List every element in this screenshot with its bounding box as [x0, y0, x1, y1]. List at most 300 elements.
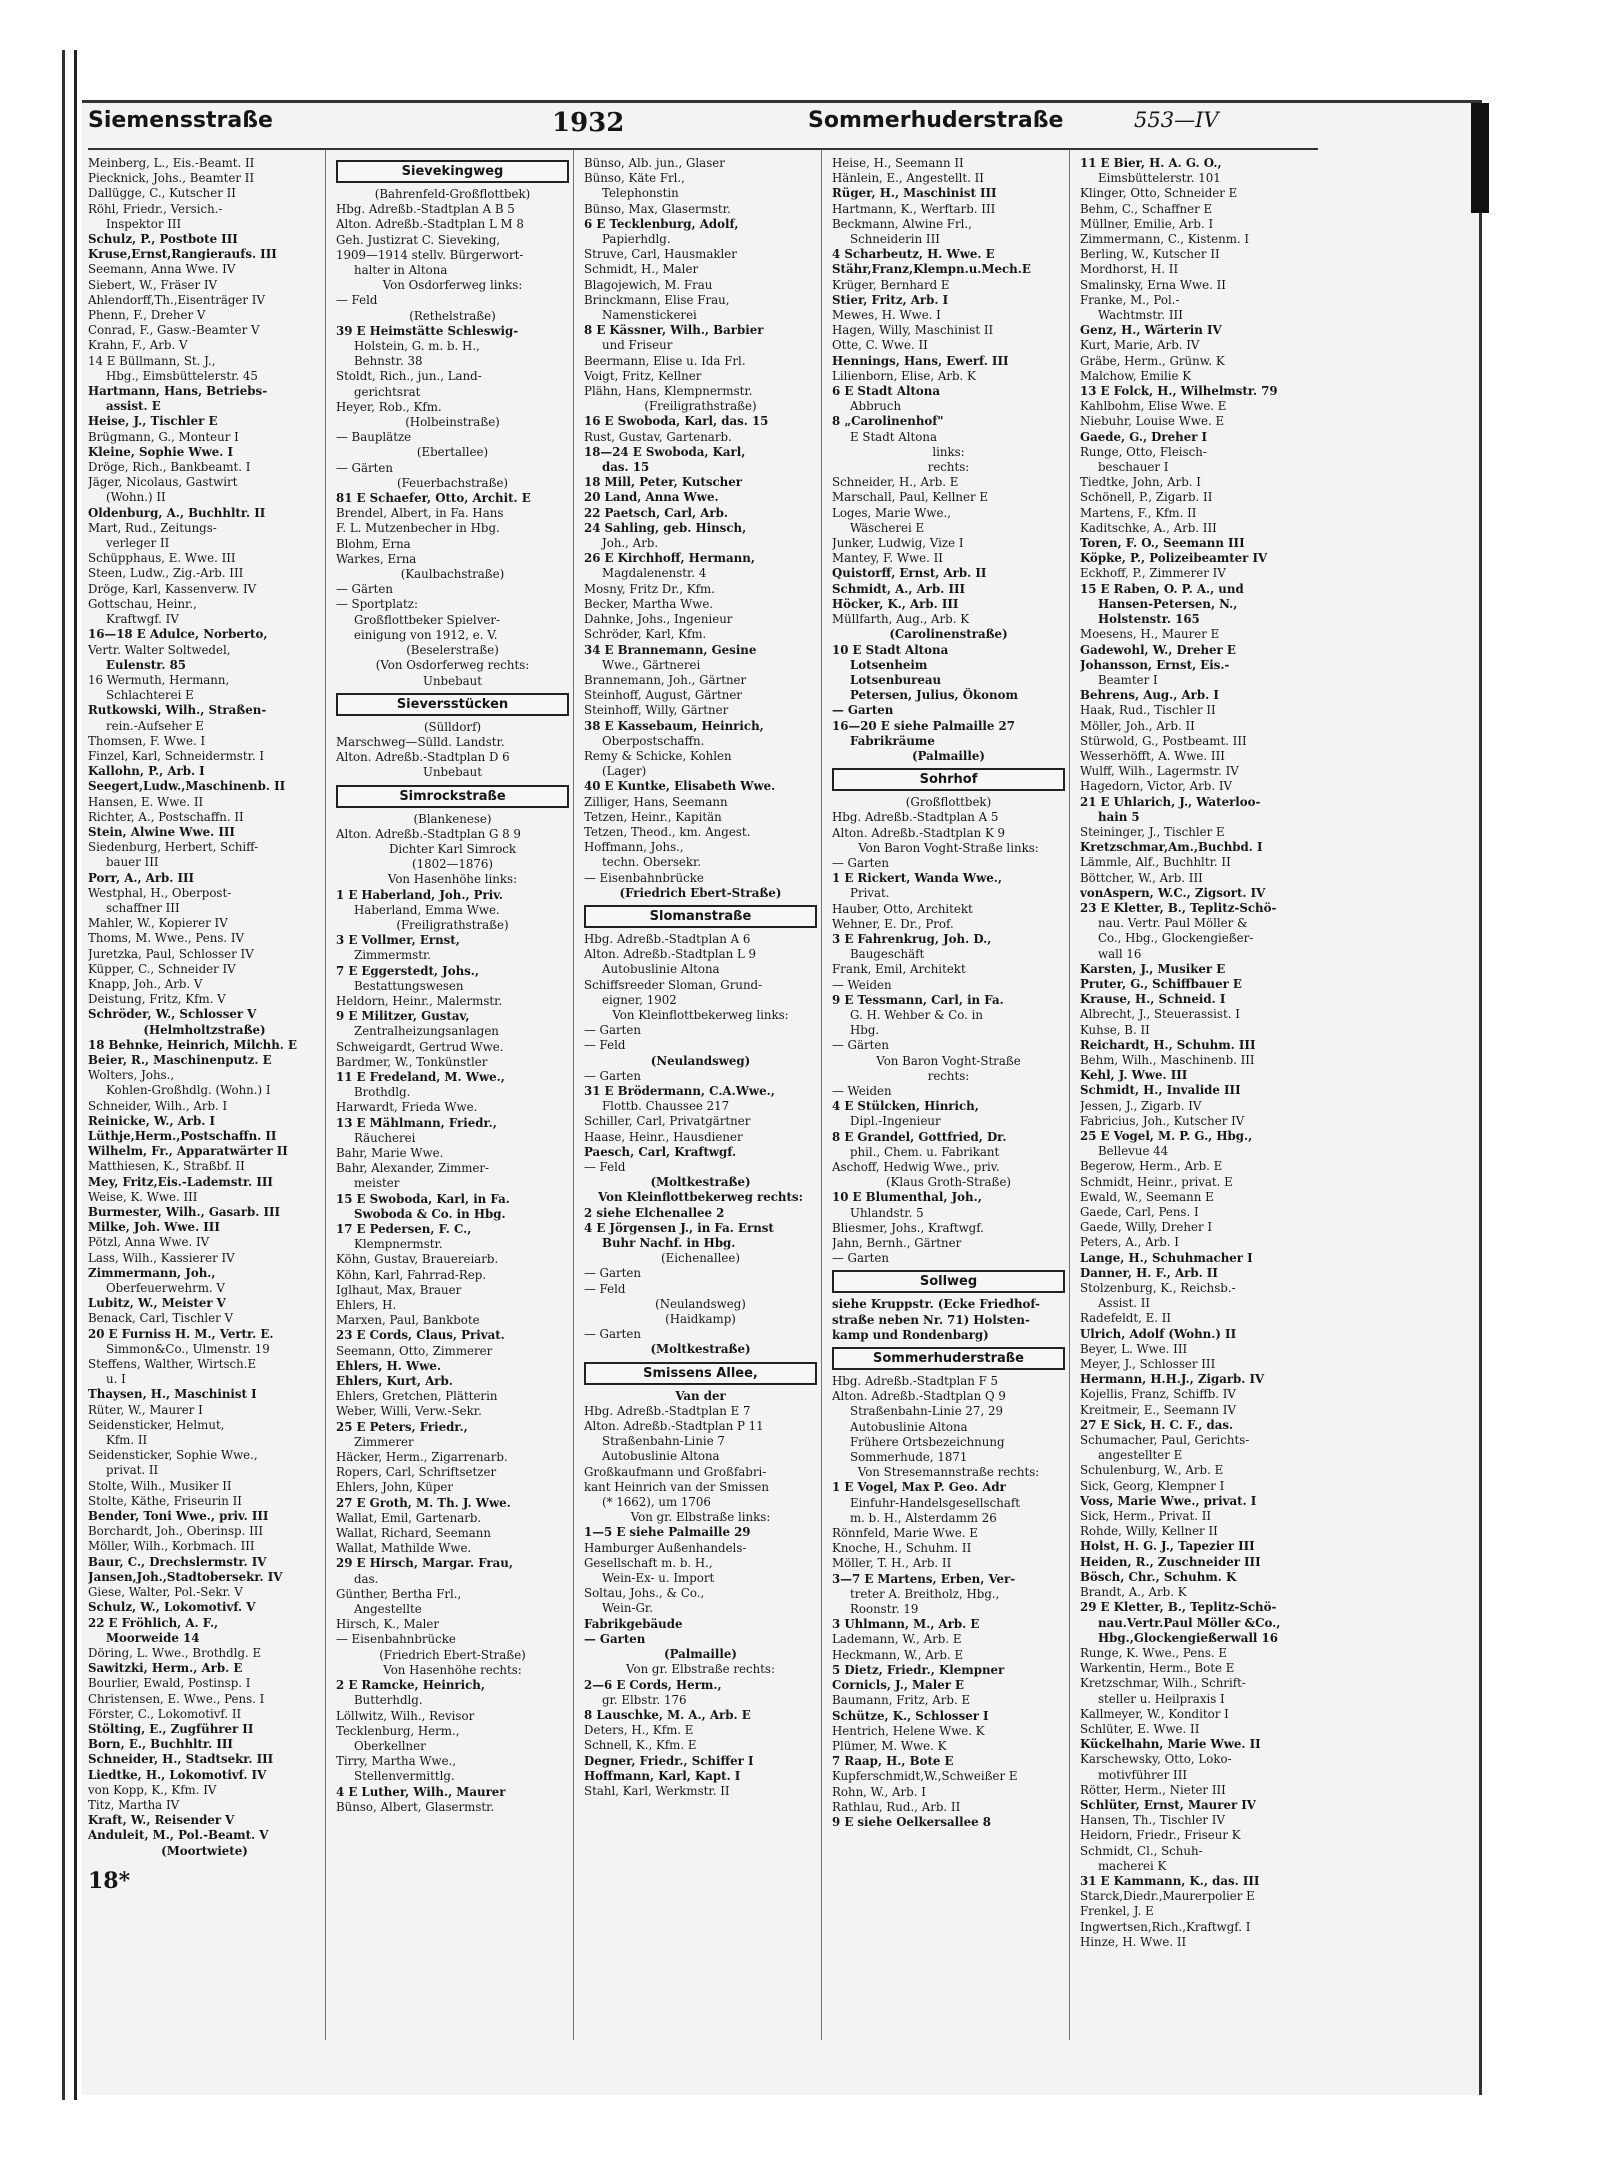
directory-entry: Kfm. II [106, 1433, 148, 1448]
directory-entry: Baugeschäft [850, 947, 925, 962]
directory-entry: Kuhse, B. II [1080, 1022, 1150, 1037]
directory-entry: Christensen, E. Wwe., Pens. I [88, 1691, 265, 1706]
directory-entry: Hbg. Adreßb.-Stadtplan E 7 [584, 1403, 751, 1418]
directory-entry: Möller, Joh., Arb. II [1080, 718, 1195, 733]
directory-entry: Jansen,Joh.,Stadtobersekr. IV [88, 1569, 283, 1584]
directory-entry: Brinckmann, Elise Frau, [584, 292, 730, 307]
directory-entry: Paesch, Carl, Kraftwgf. [584, 1144, 737, 1159]
directory-entry: (Feuerbachstraße) [396, 475, 509, 490]
directory-entry: Köpke, P., Polizeibeamter IV [1080, 551, 1268, 566]
directory-entry: 31 E Brödermann, C.A.Wwe., [584, 1083, 775, 1098]
directory-entry: Oldenburg, A., Buchhltr. II [88, 505, 266, 520]
directory-entry: m. b. H., Alsterdamm 26 [850, 1510, 997, 1525]
directory-entry: rechts: [927, 1068, 970, 1083]
directory-entry: 25 E Vogel, M. P. G., Hbg., [1080, 1129, 1253, 1143]
directory-entry: Schmidt, Cl., Schuh- [1080, 1843, 1203, 1858]
directory-entry: Seegert,Ludw.,Maschinenb. II [88, 779, 286, 794]
directory-entry: Von Stresemannstraße rechts: [857, 1465, 1040, 1480]
directory-entry: Ehlers, H. [336, 1298, 397, 1313]
directory-entry: Autobuslinie Altona [850, 1419, 968, 1434]
directory-entry: 9 E siehe Oelkersallee 8 [832, 1814, 991, 1829]
directory-entry: Rüger, H., Maschinist III [832, 186, 997, 201]
directory-entry: Alton. Adreßb.-Stadtplan L 9 [584, 947, 757, 962]
directory-entry: Ewald, W., Seemann E [1080, 1189, 1214, 1204]
directory-entry: Malchow, Emilie K [1080, 368, 1192, 383]
directory-entry: phil., Chem. u. Fabrikant [850, 1144, 1000, 1159]
street-heading: Simrockstraße [336, 785, 569, 808]
directory-entry: Stähr,Franz,Klempn.u.Mech.E [832, 262, 1031, 277]
directory-entry: Schweigardt, Gertrud Wwe. [336, 1039, 504, 1054]
directory-entry: Marschall, Paul, Kellner E [832, 490, 989, 505]
directory-entry: 26 E Kirchhoff, Hermann, [584, 551, 755, 566]
directory-entry: Fabricius, Joh., Kutscher IV [1080, 1113, 1245, 1128]
directory-entry: Schütze, K., Schlosser I [832, 1708, 989, 1723]
directory-entry: Hbg. [850, 1023, 880, 1038]
directory-entry: Matthiesen, K., Straßbf. II [88, 1159, 245, 1174]
directory-entry: Cornicls, J., Maler E [832, 1678, 965, 1693]
directory-entry: Klempnermstr. [354, 1237, 443, 1252]
directory-entry: Wolters, Johs., [88, 1068, 175, 1083]
directory-entry: 20 E Furniss H. M., Vertr. E. [88, 1326, 274, 1341]
directory-entry: Zimmermstr. [354, 948, 432, 963]
directory-entry: Einfuhr-Handelsgesellschaft [850, 1495, 1020, 1510]
directory-entry: Lademann, W., Arb. E [832, 1632, 962, 1647]
directory-entry: Schlüter, Ernst, Maurer IV [1080, 1797, 1256, 1812]
directory-entry: Köhn, Karl, Fahrrad-Rep. [336, 1267, 487, 1282]
directory-entry: E Stadt Altona [850, 429, 938, 444]
directory-entry: Wallat, Richard, Seemann [336, 1526, 491, 1541]
directory-entry: Rohde, Willy, Kellner II [1080, 1524, 1218, 1539]
directory-entry: Bender, Toni Wwe., priv. III [88, 1509, 269, 1524]
directory-entry: Wallat, Mathilde Wwe. [336, 1541, 472, 1556]
directory-entry: 14 E Büllmann, St. J., [88, 353, 216, 368]
directory-entry: 18 Mill, Peter, Kutscher [584, 475, 742, 490]
directory-entry: links: [932, 444, 965, 459]
directory-entry: Co., Hbg., Glockengießer- [1098, 931, 1254, 946]
directory-entry: Frenkel, J. E [1080, 1904, 1154, 1919]
previous-page-edge [0, 50, 77, 2100]
directory-entry: Seemann, Otto, Zimmerer [336, 1343, 493, 1358]
directory-entry: Otte, C. Wwe. II [832, 338, 928, 353]
directory-entry: treter A. Breitholz, Hbg., [850, 1586, 1000, 1601]
directory-entry: Westphal, H., Oberpost- [88, 885, 232, 900]
directory-entry: Bardmer, W., Tonkünstler [336, 1054, 488, 1069]
directory-entry: 34 E Brannemann, Gesine [584, 642, 757, 657]
directory-entry: Brannemann, Joh., Gärtner [584, 672, 747, 687]
directory-entry: Johansson, Ernst, Eis.- [1080, 657, 1230, 672]
directory-entry: siehe Kruppstr. (Ecke Friedhof- [832, 1297, 1040, 1312]
directory-entry: Brendel, Albert, in Fa. Hans [336, 506, 504, 521]
directory-entry: (Palmaille) [664, 1647, 737, 1662]
directory-entry: Wäscherei E [850, 520, 925, 535]
directory-entry: Meinberg, L., Eis.-Beamt. II [88, 156, 255, 170]
directory-entry: Aschoff, Hedwig Wwe., priv. [832, 1160, 1000, 1174]
directory-entry: Lotsenheim [850, 657, 928, 672]
directory-entry: Oberpostschaffn. [602, 733, 705, 748]
directory-entry: Heiden, R., Zuschneider III [1080, 1554, 1261, 1569]
street-heading: Sommerhuderstraße [832, 1347, 1065, 1370]
directory-entry: Gesellschaft m. b. H., [584, 1555, 713, 1570]
directory-entry: Swoboda & Co. in Hbg. [354, 1206, 506, 1221]
directory-entry: — Garten [584, 1023, 641, 1038]
directory-entry: Schulz, P., Postbote III [88, 232, 238, 247]
directory-entry: Siedenburg, Herbert, Schiff- [88, 840, 259, 855]
directory-entry: Kaditschke, A., Arb. III [1080, 520, 1217, 535]
directory-entry: Albrecht, J., Steuerassist. I [1080, 1007, 1240, 1022]
street-heading: Sieversstücken [336, 693, 569, 716]
directory-entry: Haak, Rud., Tischler II [1080, 703, 1216, 718]
directory-entry: Lüthje,Herm.,Postschaffn. II [88, 1129, 277, 1143]
directory-entry: Holstein, G. m. b. H., [354, 339, 480, 354]
directory-entry: Löllwitz, Wilh., Revisor [336, 1708, 475, 1723]
directory-entry: Blagojewich, M. Frau [584, 277, 713, 292]
directory-entry: 13 E Folck, H., Wilhelmstr. 79 [1080, 384, 1278, 399]
directory-entry: Runge, K. Wwe., Pens. E [1080, 1645, 1228, 1660]
directory-entry: Eimsbüttelerstr. 101 [1098, 171, 1221, 186]
directory-entry: Bünso, Albert, Glasermstr. [336, 1799, 495, 1814]
directory-entry: Uhlandstr. 5 [850, 1205, 924, 1220]
directory-entry: Schmidt, A., Arb. III [832, 581, 966, 596]
directory-entry: macherei K [1098, 1858, 1167, 1873]
directory-entry: Lämmle, Alf., Buchhltr. II [1080, 855, 1231, 870]
directory-entry: Burmester, Wilh., Gasarb. III [88, 1205, 281, 1220]
directory-entry: steller u. Heilpraxis I [1098, 1691, 1225, 1706]
directory-entry: 2—6 E Cords, Herm., [584, 1677, 722, 1692]
directory-entry: Wulff, Wilh., Lagermstr. IV [1080, 764, 1239, 779]
directory-entry: Rönnfeld, Marie Wwe. E [832, 1526, 978, 1541]
directory-entry: Beermann, Elise u. Ida Frl. [584, 353, 746, 368]
directory-entry: Loges, Marie Wwe., [832, 505, 951, 520]
directory-entry: Von Hasenhöhe links: [387, 872, 518, 887]
directory-entry: Ehlers, Kurt, Arb. [336, 1374, 453, 1389]
directory-entry: Rötter, Herm., Nieter III [1080, 1782, 1226, 1797]
directory-entry: Unbebaut [423, 673, 482, 688]
directory-entry: Angestellte [354, 1602, 422, 1617]
directory-entry: 5 Dietz, Friedr., Klempner [832, 1662, 1005, 1677]
directory-entry: Quistorff, Ernst, Arb. II [832, 566, 987, 581]
directory-entry: 31 E Kammann, K., das. III [1080, 1873, 1260, 1888]
directory-entry: — Bauplätze [336, 430, 412, 445]
directory-entry: 22 E Fröhlich, A. F., [88, 1615, 219, 1630]
directory-entry: Hoffmann, Karl, Kapt. I [584, 1768, 741, 1783]
directory-entry: Gaede, Carl, Pens. I [1080, 1205, 1199, 1220]
directory-entry: Krahn, F., Arb. V [88, 338, 188, 353]
directory-entry: — Feld [584, 1038, 626, 1053]
directory-entry: Jäger, Nicolaus, Gastwirt [88, 475, 238, 490]
directory-entry: Bestattungswesen [354, 978, 464, 993]
directory-entry: Lubitz, W., Meister V [88, 1296, 226, 1311]
directory-entry: das. 15 [602, 460, 650, 475]
directory-entry: einigung von 1912, e. V. [354, 627, 498, 642]
directory-entry: Schlüter, E. Wwe. II [1080, 1721, 1200, 1736]
directory-entry: Seidensticker, Sophie Wwe., [88, 1448, 258, 1463]
directory-entry: Lass, Wilh., Kassierer IV [88, 1250, 235, 1265]
directory-entry: Kallohn, P., Arb. I [88, 764, 205, 779]
directory-entry: Thoms, M. Wwe., Pens. IV [88, 931, 245, 946]
directory-entry: Stürwold, G., Postbeamt. III [1080, 733, 1247, 748]
directory-entry: Schneiderin III [850, 232, 940, 247]
directory-entry: Beyer, L. Wwe. III [1080, 1341, 1188, 1356]
directory-entry: Jessen, J., Zigarb. IV [1080, 1098, 1202, 1113]
directory-entry: Haase, Heinr., Hausdiener [584, 1129, 743, 1144]
directory-entry: Kurt, Marie, Arb. IV [1080, 338, 1200, 353]
directory-entry: 23 E Cords, Claus, Privat. [336, 1328, 505, 1343]
directory-entry: wall 16 [1098, 946, 1142, 961]
directory-entry: Autobuslinie Altona [602, 962, 720, 977]
directory-entry: Möller, Wilh., Korbmach. III [88, 1539, 255, 1554]
directory-entry: Runge, Otto, Fleisch- [1080, 444, 1207, 459]
directory-entry: rein.-Aufseher E [106, 718, 204, 733]
directory-entry: Böttcher, W., Arb. III [1080, 870, 1203, 885]
directory-entry: (Klaus Groth-Straße) [885, 1175, 1012, 1190]
directory-entry: (Ebertallee) [416, 445, 489, 460]
directory-entry: Möller, T. H., Arb. II [832, 1556, 952, 1571]
directory-entry: Kruse,Ernst,Rangieraufs. III [88, 247, 277, 262]
directory-entry: Joh., Arb. [602, 536, 659, 551]
directory-entry: 21 E Uhlarich, J., Waterloo- [1080, 794, 1261, 809]
directory-entry: Danner, H. F., Arb. II [1080, 1265, 1218, 1280]
directory-entry: Hentrich, Helene Wwe. K [832, 1723, 985, 1738]
directory-entry: Sick, Herm., Privat. II [1080, 1509, 1212, 1524]
directory-entry: (Von Osdorferweg rechts: [375, 658, 530, 673]
directory-entry: Bliesmer, Johs., Kraftwgf. [832, 1220, 984, 1235]
directory-entry: Schmidt, H., Maler [584, 262, 699, 277]
directory-entry: (Eichenallee) [661, 1251, 740, 1266]
directory-entry: Fabrikräume [850, 733, 935, 748]
directory-entry: Phenn, F., Dreher V [88, 308, 206, 323]
directory-entry: Heidorn, Friedr., Friseur K [1080, 1828, 1241, 1843]
directory-entry: — Garten [832, 1251, 889, 1266]
directory-entry: Räucherei [354, 1130, 416, 1145]
directory-entry: Schneider, H., Arb. E [832, 475, 959, 490]
directory-entry: Schmidt, H., Invalide III [1080, 1083, 1241, 1098]
directory-entry: Warkes, Erna [336, 551, 417, 566]
directory-entry: Bahr, Marie Wwe. [336, 1145, 444, 1160]
directory-entry: 7 E Eggerstedt, Johs., [336, 963, 480, 978]
directory-entry: Stein, Alwine Wwe. III [88, 824, 235, 839]
directory-entry: Hansen-Petersen, N., [1098, 596, 1238, 611]
directory-entry: 20 Land, Anna Wwe. [584, 490, 719, 505]
directory-entry: Rüter, W., Maurer I [88, 1402, 203, 1417]
directory-entry: Kreitmeir, E., Seemann IV [1080, 1402, 1236, 1417]
directory-entry: Radefeldt, E. II [1080, 1311, 1172, 1326]
directory-entry: Zimmerer [354, 1434, 414, 1449]
directory-entry: Wesserhöfft, A. Wwe. III [1080, 748, 1225, 763]
directory-entry: beschauer I [1098, 460, 1169, 475]
directory-entry: 4 E Jörgensen J., in Fa. Ernst [584, 1220, 774, 1235]
directory-entry: 10 E Blumenthal, Joh., [832, 1190, 982, 1205]
directory-entry: Schiffsreeder Sloman, Grund- [584, 977, 763, 992]
directory-entry: Kehl, J. Wwe. III [1080, 1068, 1188, 1083]
directory-entry: — Gärten [336, 460, 393, 475]
directory-entry: Schnell, K., Kfm. E [584, 1738, 697, 1753]
directory-entry: 15 E Swoboda, Karl, in Fa. [336, 1191, 510, 1206]
directory-entry: Namenstickerei [602, 308, 697, 323]
directory-entry: Beier, R., Maschinenputz. E [88, 1052, 272, 1067]
directory-entry: Unbebaut [423, 765, 482, 780]
directory-entry: Schulz, W., Lokomotivf. V [88, 1600, 256, 1615]
directory-entry: Schüpphaus, E. Wwe. III [88, 551, 236, 566]
directory-entry: Von Baron Voght-Straße links: [858, 840, 1039, 855]
directory-entry: Wallat, Emil, Gartenarb. [336, 1510, 482, 1525]
directory-entry: Piecknick, Johs., Beamter II [88, 171, 255, 186]
directory-entry: Baumann, Fritz, Arb. E [832, 1693, 971, 1708]
directory-entry: Hennings, Hans, Ewerf. III [832, 353, 1009, 368]
directory-entry: Förster, C., Lokomotivf. II [88, 1706, 242, 1721]
directory-entry: Von Baron Voght-Straße [876, 1053, 1021, 1068]
directory-entry: 7 Raap, H., Bote E [832, 1754, 954, 1769]
directory-entry: Röhl, Friedr., Versich.- [88, 201, 223, 216]
directory-entry: 23 E Kletter, B., Teplitz-Schö- [1080, 900, 1277, 915]
directory-entry: Alton. Adreßb.-Stadtplan D 6 [336, 750, 510, 765]
directory-entry: (Wohn.) II [106, 490, 166, 505]
directory-entry: — Garten [832, 855, 889, 870]
directory-entry: Küpper, C., Schneider IV [88, 961, 236, 976]
directory-entry: meister [354, 1176, 400, 1191]
directory-entry: 16 Wermuth, Hermann, [88, 672, 230, 687]
directory-entry: (1802—1876) [411, 857, 494, 872]
directory-entry: Hansen, E. Wwe. II [88, 794, 204, 809]
directory-entry: — Feld [584, 1160, 626, 1174]
directory-entry: 11 E Bier, H. A. G. O., [1080, 156, 1222, 170]
directory-entry: Borchardt, Joh., Oberinsp. III [88, 1524, 264, 1539]
directory-entry: Steffens, Walther, Wirtsch.E [88, 1357, 257, 1372]
directory-entry: 8 Lauschke, M. A., Arb. E [584, 1707, 751, 1722]
directory-entry: Bösch, Chr., Schuhm. K [1080, 1569, 1237, 1584]
directory-entry: Seemann, Anna Wwe. IV [88, 262, 236, 277]
page-header [88, 108, 1318, 148]
directory-entry: (Moltkestraße) [650, 1342, 751, 1357]
directory-entry: 27 E Groth, M. Th. J. Wwe. [336, 1495, 511, 1510]
directory-entry: Toren, F. O., Seemann III [1080, 536, 1245, 551]
directory-entry: Autobuslinie Altona [602, 1449, 720, 1464]
directory-entry: Smalinsky, Erna Wwe. II [1080, 277, 1226, 292]
directory-entry: Reichardt, H., Schuhm. III [1080, 1037, 1256, 1052]
directory-entry: Von Osdorferweg links: [382, 278, 523, 293]
directory-entry: Stellenvermittlg. [354, 1769, 455, 1784]
directory-entry: Alton. Adreßb.-Stadtplan P 11 [584, 1419, 764, 1434]
directory-entry: Pötzl, Anna Wwe. IV [88, 1235, 210, 1250]
directory-entry: Karsten, J., Musiker E [1080, 961, 1226, 976]
directory-entry: (Carolinenstraße) [889, 627, 1008, 642]
directory-entry: Heckmann, W., Arb. E [832, 1647, 964, 1662]
directory-entry: Van der [675, 1388, 726, 1403]
directory-entry: u. I [106, 1372, 126, 1387]
column-2 [336, 150, 574, 2040]
directory-entry: 4 E Stülcken, Hinrich, [832, 1099, 979, 1114]
directory-entry: 3 Uhlmann, M., Arb. E [832, 1617, 980, 1632]
directory-entry: Gottschau, Heinr., [88, 596, 197, 611]
directory-entry: Stölting, E., Zugführer II [88, 1721, 254, 1736]
directory-entry: Steininger, J., Tischler E [1080, 824, 1225, 839]
directory-entry: gerichtsrat [354, 384, 421, 399]
directory-entry: hain 5 [1098, 809, 1140, 824]
directory-entry: 8 E Grandel, Gottfried, Dr. [832, 1129, 1007, 1144]
directory-entry: Ropers, Carl, Schriftsetzer [336, 1465, 497, 1480]
directory-entry: Thomsen, F. Wwe. I [88, 733, 206, 748]
directory-entry: Titz, Martha IV [88, 1797, 180, 1812]
directory-entry: 29 E Kletter, B., Teplitz-Schö- [1080, 1600, 1277, 1615]
directory-entry: Ingwertsen,Rich.,Kraftwgf. I [1080, 1919, 1251, 1934]
directory-entry: Hagen, Willy, Maschinist II [832, 323, 994, 338]
directory-entry: Krüger, Bernhard E [832, 277, 950, 292]
directory-entry: Soltau, Johs., & Co., [584, 1586, 705, 1601]
directory-entry: (Haidkamp) [665, 1312, 736, 1327]
directory-entry: Bünso, Käte Frl., [584, 171, 685, 186]
directory-entry: verleger II [106, 536, 170, 551]
directory-entry: Harwardt, Frieda Wwe. [336, 1100, 478, 1115]
directory-entry: Buhr Nachf. in Hbg. [602, 1236, 736, 1251]
directory-entry: Knoche, H., Schuhm. II [832, 1541, 972, 1556]
directory-entry: Von gr. Elbstraße links: [630, 1510, 771, 1525]
directory-entry: von Kopp, K., Kfm. IV [88, 1782, 217, 1797]
directory-entry: Bourlier, Ewald, Postinsp. I [88, 1676, 251, 1691]
directory-entry: Tiedtke, John, Arb. I [1080, 475, 1201, 490]
directory-entry: Stolte, Wilh., Musiker II [88, 1478, 232, 1493]
directory-entry: Rust, Gustav, Gartenarb. [584, 429, 732, 444]
directory-entry: (Palmaille) [912, 748, 985, 763]
directory-entry: — Garten [584, 1327, 641, 1342]
page-gutter-line [62, 50, 65, 2100]
directory-entry: 1 E Vogel, Max P. Geo. Adr [832, 1480, 1006, 1495]
directory-entry: Abbruch [850, 399, 902, 414]
directory-entry: nau.Vertr.Paul Möller &Co., [1098, 1615, 1281, 1630]
directory-entry: Franke, M., Pol.- [1080, 292, 1180, 307]
directory-entry: Ahlendorff,Th.,Eisenträger IV [88, 292, 265, 307]
directory-entry: Häcker, Herm., Zigarrenarb. [336, 1450, 508, 1465]
directory-entry: 22 Paetsch, Carl, Arb. [584, 505, 728, 520]
directory-entry: Hbg. Adreßb.-Stadtplan A B 5 [336, 202, 515, 217]
directory-entry: gr. Elbstr. 176 [602, 1692, 687, 1707]
directory-entry: 4 E Luther, Wilh., Maurer [336, 1784, 506, 1799]
directory-entry: Liedtke, H., Lokomotivf. IV [88, 1767, 267, 1782]
directory-entry: halter in Altona [354, 263, 448, 278]
directory-entry: Döring, L. Wwe., Brothdlg. E [88, 1645, 262, 1660]
directory-entry: Eckhoff, P., Zimmerer IV [1080, 566, 1226, 581]
directory-entry: Schröder, Karl, Kfm. [584, 627, 707, 642]
directory-entry: 4 Scharbeutz, H. Wwe. E [832, 247, 995, 262]
directory-entry: Wachtmstr. III [1098, 308, 1183, 323]
directory-entry: Wilhelm, Fr., Apparatwärter II [88, 1144, 288, 1159]
directory-entry: Gaede, Willy, Dreher I [1080, 1220, 1213, 1235]
directory-entry: Heise, J., Tischler E [88, 414, 218, 429]
directory-entry: schaffner III [106, 900, 180, 915]
directory-entry: Dröge, Rich., Bankbeamt. I [88, 460, 251, 475]
directory-entry: Stahl, Karl, Werkmstr. II [584, 1783, 730, 1798]
directory-entry: (Kaulbachstraße) [400, 567, 505, 582]
directory-entry: Mosny, Fritz Dr., Kfm. [584, 581, 715, 596]
directory-entry: Hbg. Adreßb.-Stadtplan A 6 [584, 931, 751, 946]
directory-entry: — Weiden [832, 1083, 892, 1098]
directory-entry: 18—24 E Swoboda, Karl, [584, 444, 746, 459]
directory-entry: Bahr, Alexander, Zimmer- [336, 1161, 490, 1176]
directory-entry: Schlachterei E [106, 688, 194, 703]
directory-entry: Steen, Ludw., Zig.-Arb. III [88, 566, 244, 581]
directory-entry: Ehlers, Gretchen, Plätterin [336, 1389, 498, 1404]
directory-entry: Mordhorst, H. II [1080, 262, 1179, 277]
directory-entry: Born, E., Buchhltr. III [88, 1737, 233, 1752]
directory-entry: Stolzenburg, K., Reichsb.- [1080, 1281, 1236, 1296]
column-4 [832, 150, 1070, 2040]
directory-entry: Behm, Wilh., Maschinenb. III [1080, 1052, 1255, 1067]
directory-entry: Kleine, Sophie Wwe. I [88, 444, 233, 459]
street-heading: Sollweg [832, 1270, 1065, 1293]
directory-entry: 16—18 E Adulce, Norberto, [88, 627, 268, 642]
directory-entry: Dallügge, C., Kutscher II [88, 186, 236, 201]
directory-entry: — Feld [336, 293, 378, 308]
directory-entry: Peters, A., Arb. I [1080, 1235, 1179, 1250]
directory-entry: Heise, H., Seemann II [832, 156, 964, 170]
